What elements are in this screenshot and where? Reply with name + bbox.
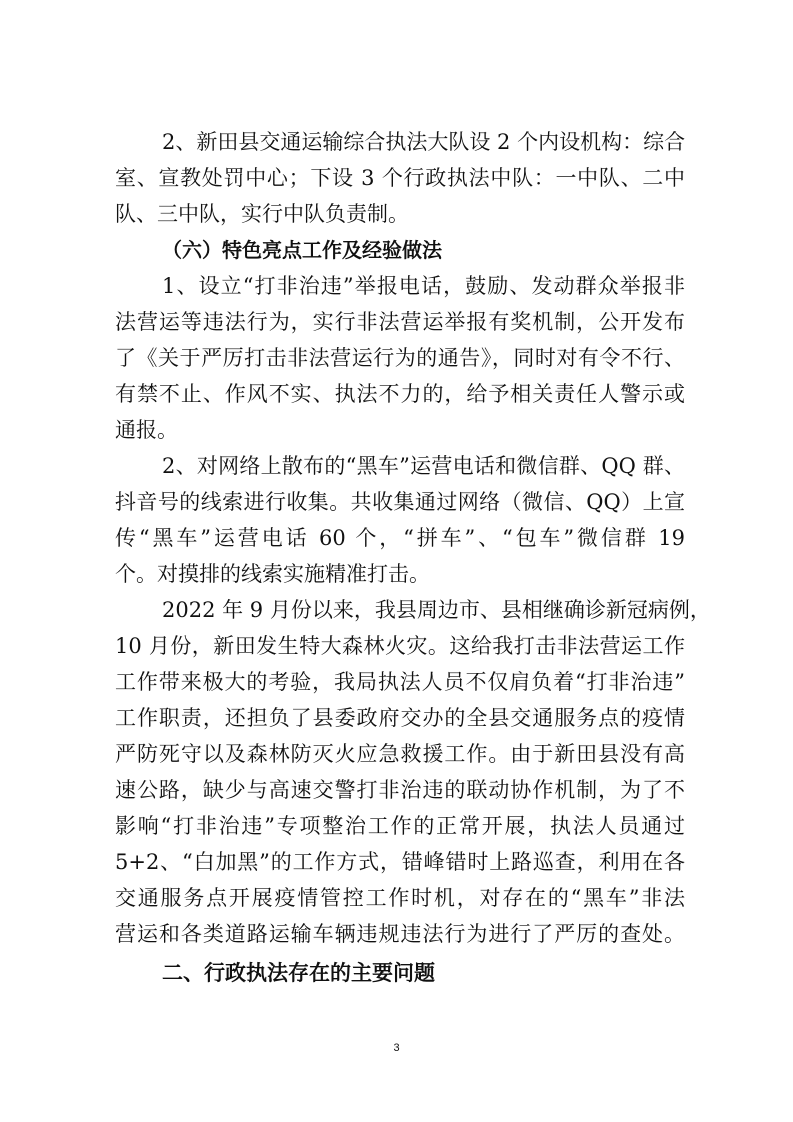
paragraph-line: 交通服务点开展疫情管控工作时机，对存在的“黑车”非法 <box>115 886 685 910</box>
paragraph-line: 传“黑车”运营电话 60 个，“拼车”、“包车”微信群 19 <box>115 526 685 550</box>
paragraph-line: 队、三中队，实行中队负责制。 <box>115 202 409 226</box>
section-heading: 二、行政执法存在的主要问题 <box>162 961 435 985</box>
paragraph-line: 室、宣教处罚中心；下设 3 个行政执法中队：一中队、二中 <box>115 166 685 190</box>
paragraph-line: 影响“打非治违”专项整治工作的正常开展，执法人员通过 <box>115 814 685 838</box>
paragraph-line: 2022 年 9 月份以来，我县周边市、县相继确诊新冠病例， <box>162 598 711 622</box>
paragraph-line: 抖音号的线索进行收集。共收集通过网络（微信、QQ）上宣 <box>115 490 685 514</box>
paragraph-line: 速公路，缺少与高速交警打非治违的联动协作机制，为了不 <box>115 778 685 802</box>
paragraph-line: 法营运等违法行为，实行非法营运举报有奖机制，公开发布 <box>115 310 685 334</box>
page-number: 3 <box>393 1042 400 1054</box>
section-heading: （六）特色亮点工作及经验做法 <box>162 238 442 262</box>
paragraph-line: 严防死守以及森林防灭火应急救援工作。由于新田县没有高 <box>115 742 685 766</box>
paragraph-line: 10 月份，新田发生特大森林火灾。这给我打击非法营运工作 <box>115 634 685 658</box>
paragraph-line: 了《关于严厉打击非法营运行为的通告》，同时对有令不行、 <box>115 346 685 370</box>
paragraph-line: 1、设立“打非治违”举报电话，鼓励、发动群众举报非 <box>162 274 685 298</box>
paragraph-line: 5+2、“白加黑”的工作方式，错峰错时上路巡查，利用在各 <box>115 850 685 874</box>
paragraph-line: 个。对摸排的线索实施精准打击。 <box>115 562 430 586</box>
paragraph-line: 营运和各类道路运输车辆违规违法行为进行了严厉的查处。 <box>115 922 685 946</box>
paragraph-line: 2、新田县交通运输综合执法大队设 2 个内设机构：综合 <box>162 130 686 154</box>
paragraph-line: 工作带来极大的考验，我局执法人员不仅肩负着“打非治违” <box>115 670 685 694</box>
paragraph-line: 有禁不止、作风不实、执法不力的，给予相关责任人警示或 <box>115 382 685 406</box>
paragraph-line: 通报。 <box>115 418 178 442</box>
paragraph-line: 2、对网络上散布的“黑车”运营电话和微信群、QQ 群、 <box>162 454 685 478</box>
paragraph-line: 工作职责，还担负了县委政府交办的全县交通服务点的疫情 <box>115 706 685 730</box>
